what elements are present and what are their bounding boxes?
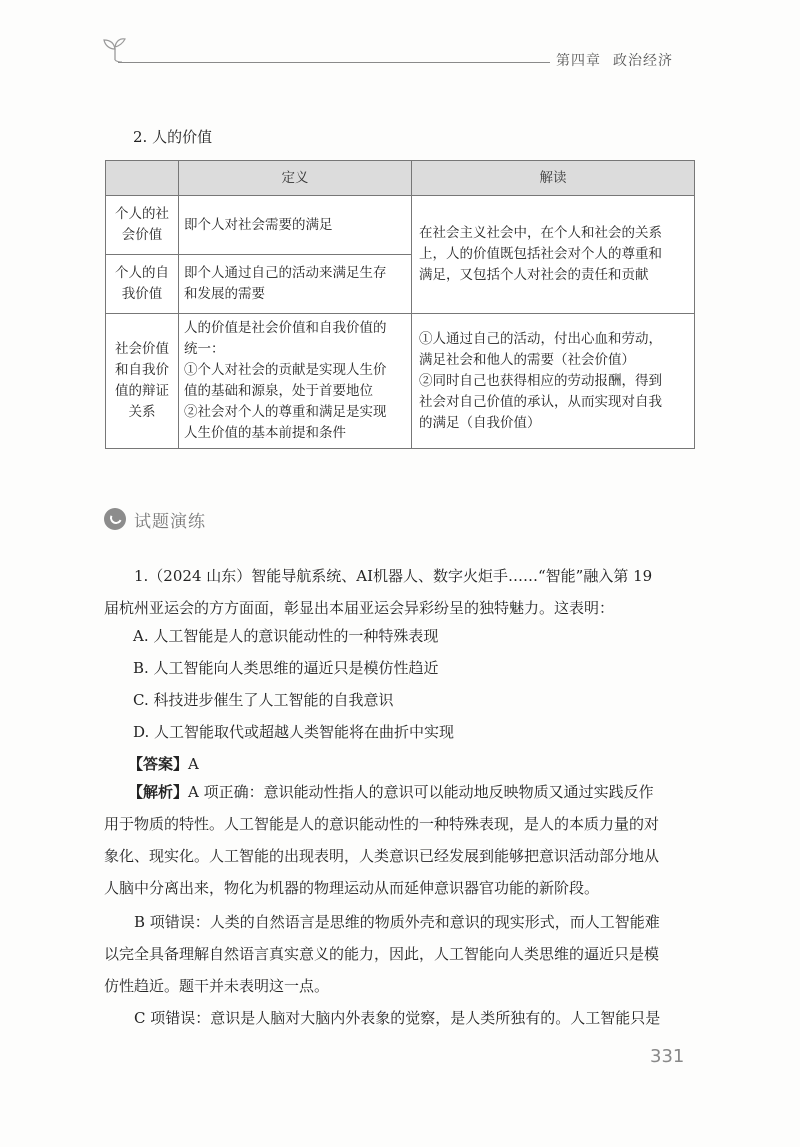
table-corner-cell <box>106 161 179 196</box>
option-c-explanation <box>104 1002 696 1034</box>
question-stem <box>104 560 696 624</box>
practice-title: 试题演练 <box>134 511 206 532</box>
text-line: ②社会对个人的尊重和满足是实现 <box>184 404 387 420</box>
definition-cell <box>179 255 412 314</box>
practice-heading <box>104 504 206 534</box>
interpretation-cell <box>412 196 695 314</box>
text-line: 统一： <box>184 341 225 357</box>
stem-line: 届杭州亚运会的方方面面，彰显出本届亚运会异彩纷呈的独特魅力。这表明： <box>104 599 615 617</box>
row-head-social-value: 个人的社会价值 <box>106 196 179 255</box>
option-a: A. 人工智能是人的意识能动性的一种特殊表现 <box>133 627 439 645</box>
row-head-dialectical-relation: 社会价值和自我价值的辩证关系 <box>106 314 179 449</box>
option-b-explanation <box>104 906 696 1002</box>
row-head-self-value: 个人的自我价值 <box>106 255 179 314</box>
text-line: 用于物质的特性。人工智能是人的意识能动性的一种特殊表现，是人的本质力量的对 <box>104 815 660 833</box>
definition-cell <box>179 314 412 449</box>
option-c: C. 科技进步催生了人工智能的自我意识 <box>133 691 394 709</box>
text-line: ①人通过自己的活动，付出心血和劳动， <box>419 330 662 347</box>
answer-value: A <box>188 755 199 773</box>
text-line: 人生价值的基本前提和条件 <box>184 425 346 441</box>
text-line: 的满足（自我价值） <box>419 414 541 431</box>
text-line: 社会对自己价值的承认，从而实现对自我 <box>419 393 662 410</box>
text-line: 仿性趋近。题干并未表明这一点。 <box>104 977 330 995</box>
subject-label: 政治经济 <box>613 53 673 69</box>
column-header: 解读 <box>412 161 695 196</box>
clock-icon <box>104 508 126 530</box>
text-line: A 项正确：意识能动性指人的意识可以能动地反映物质又通过实践反作 <box>188 783 654 801</box>
text-line: 值的基础和源泉，处于首要地位 <box>184 383 373 399</box>
stem-line: 1.（2024 山东）智能导航系统、AI机器人、数字火炬手……“智能”融入第 19 <box>134 567 653 585</box>
text-line: 在社会主义社会中，在个人和社会的关系 <box>419 225 662 241</box>
header-rule <box>118 62 550 63</box>
text-line: 满足，又包括个人对社会的责任和贡献 <box>419 267 649 283</box>
option-d: D. 人工智能取代或超越人类智能将在曲折中实现 <box>133 723 455 741</box>
chapter-label: 第四章 <box>556 53 601 69</box>
sprout-icon <box>100 34 130 64</box>
text-line: 上，人的价值既包括社会对个人的尊重和 <box>419 246 662 262</box>
definition-cell <box>179 196 412 255</box>
text-line: B 项错误：人类的自然语言是思维的物质外壳和意识的现实形式，而人工智能难 <box>134 913 660 931</box>
answer-line <box>128 754 199 774</box>
text-line: 和发展的需要 <box>184 286 265 302</box>
table-row <box>106 314 695 449</box>
page-number: 331 <box>650 1046 685 1067</box>
value-table <box>105 160 695 449</box>
table-header-row <box>106 161 695 196</box>
text-line: 人的价值是社会价值和自我价值的 <box>184 320 387 336</box>
analysis-paragraph <box>104 776 696 904</box>
text-line: 即个人通过自己的活动来满足生存 <box>184 265 387 281</box>
answer-label: 【答案】 <box>128 755 189 773</box>
analysis-first-line <box>104 776 696 808</box>
interpretation-cell <box>412 314 695 449</box>
text-line: ②同时自己也获得相应的劳动报酬，得到 <box>419 372 662 389</box>
column-header: 定义 <box>179 161 412 196</box>
text-line: C 项错误：意识是人脑对大脑内外表象的觉察，是人类所独有的。人工智能只是 <box>134 1009 661 1027</box>
text-line: ①个人对社会的贡献是实现人生价 <box>184 362 387 378</box>
text-line: 象化、现实化。人工智能的出现表明，人类意识已经发展到能够把意识活动部分地从 <box>104 847 660 865</box>
text-line: 满足社会和他人的需要（社会价值） <box>419 351 635 368</box>
table-row <box>106 196 695 255</box>
text-line: 人脑中分离出来，物化为机器的物理运动从而延伸意识器官功能的新阶段。 <box>104 879 600 897</box>
section-title: 2. 人的价值 <box>133 128 213 146</box>
text-line: 以完全具备理解自然语言真实意义的能力，因此，人工智能向人类思维的逼近只是模 <box>104 945 660 963</box>
analysis-label: 【解析】 <box>128 783 189 801</box>
text-line: 即个人对社会需要的满足 <box>184 216 333 233</box>
running-header <box>556 50 685 70</box>
option-b: B. 人工智能向人类思维的逼近只是模仿性趋近 <box>133 659 439 677</box>
